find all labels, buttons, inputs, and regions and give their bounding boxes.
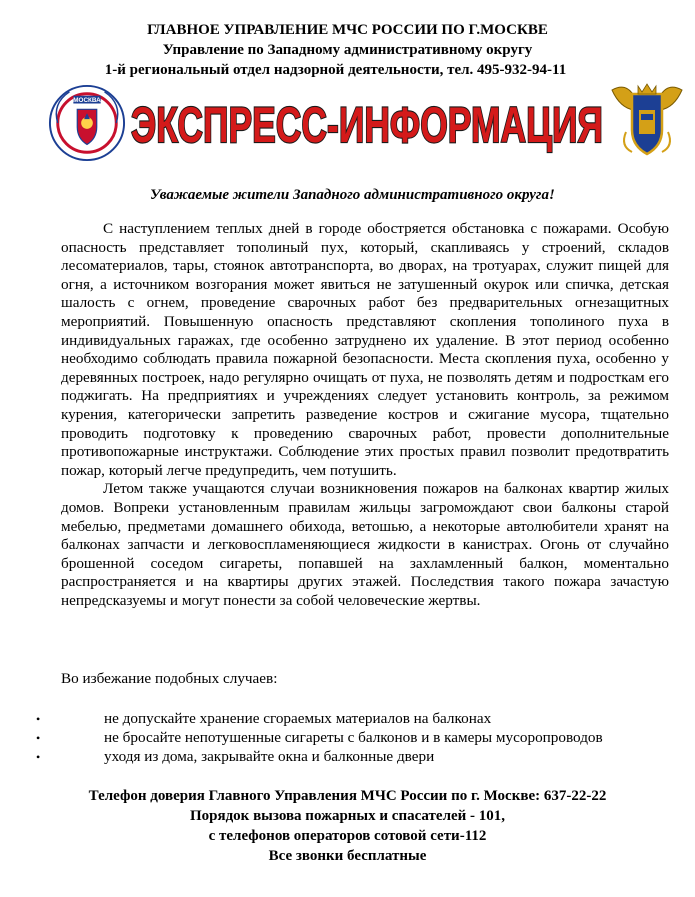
bullets-intro: Во избежание подобных случаев: [61,670,278,687]
bullet-icon: • [36,731,41,745]
list-item-text: не бросайте непотушенные сигареты с балконов и в камеры мусоропроводов [104,729,603,746]
footer-hotline: Телефон доверия Главного Управления МЧС России по г. Москве: 637-22-22 [88,788,607,804]
express-info-banner [128,86,606,158]
list-item-text: не допускайте хранение сгораемых материалов на балконах [104,710,492,727]
bullet-icon: • [36,750,41,764]
header-department: Управление по Западному административному округу [162,42,533,58]
logo-moscow-label: МОСКВА [73,97,101,105]
footer-mobile-number: с телефонов операторов сотовой сети-112 [208,828,487,844]
district-coat-of-arms-icon [606,80,688,160]
list-item [0,748,695,767]
header-org-name: ГЛАВНОЕ УПРАВЛЕНИЕ МЧС РОССИИ ПО Г.МОСКВЕ [147,22,548,38]
greeting-heading: Уважаемые жители Западного административного округа! [150,187,555,203]
banner-title: ЭКСПРЕСС-ИНФОРМАЦИЯ [131,97,603,153]
paragraph-poplar-fluff: С наступлением теплых дней в городе обостряется обстановка с пожарами. Особую опасность представляет тополиный пух, который, скапливаясь у строений, складов лесоматериалов, тары, стоянок автотранспорта, во дворах, на тротуарах, служит пищей для огня, а источником возгорания может явиться не затушенный окурок или спичка, детская шалость с огнем, проведение сварочных работ без предварительных огнезащитных мероприятий. Повышенную опасность представляют скопления тополиного пуха в индивидуальных гаражах, где особенно затруднено их удаление. В этот период особенно необходимо соблюдать правила пожарной безопасности. Места скопления пуха, особенно у деревянных построек, надо регулярно очищать от пуха, не позволять детям и подросткам его поджигать. На предприятиях и учреждениях следует установить контроль, за режимом курения, категорически запретить разведение костров и сжигание мусора, тщательно проводить подготовку к проведению сварочных работ, провести дополнительные противопожарные инструктажи. Соблюдение этих простых правил позволит предотвратить пожар, который легче предупредить, чем потушить. [61,220,669,479]
footer-emergency-number: Порядок вызова пожарных и спасателей - 101, [189,808,506,824]
body-text [61,220,669,610]
bullet-icon: • [36,712,41,726]
header-office-phone: 1-й региональный отдел надзорной деятельности, тел. 495-932-94-11 [104,62,567,78]
paragraph-balcony-fires: Летом также учащаются случаи возникновения пожаров на балконах квартир жилых домов. Вопреки установленным правилам жильцы загромождают свои балконы старой мебелью, предметами домашнего обихода, ветошью, а некоторые автолюбители хранят на балконах запчасти и легковоспламеняющиеся жидкости в канистрах. Огонь от случайно брошенной соседом сигареты, попавшей на захламленный балкон, моментально распространяется и на квартиры других этажей. Последствия такого пожара зачастую непредсказуемы и могут понести за собой человеческие жертвы. [61,480,669,609]
mchs-moscow-emblem-icon [48,84,126,162]
footer-free-calls: Все звонки бесплатные [268,848,427,864]
list-item-text: уходя из дома, закрывайте окна и балконные двери [104,748,435,765]
list-item [0,710,695,729]
safety-rules-list [0,710,695,767]
list-item [0,729,695,748]
